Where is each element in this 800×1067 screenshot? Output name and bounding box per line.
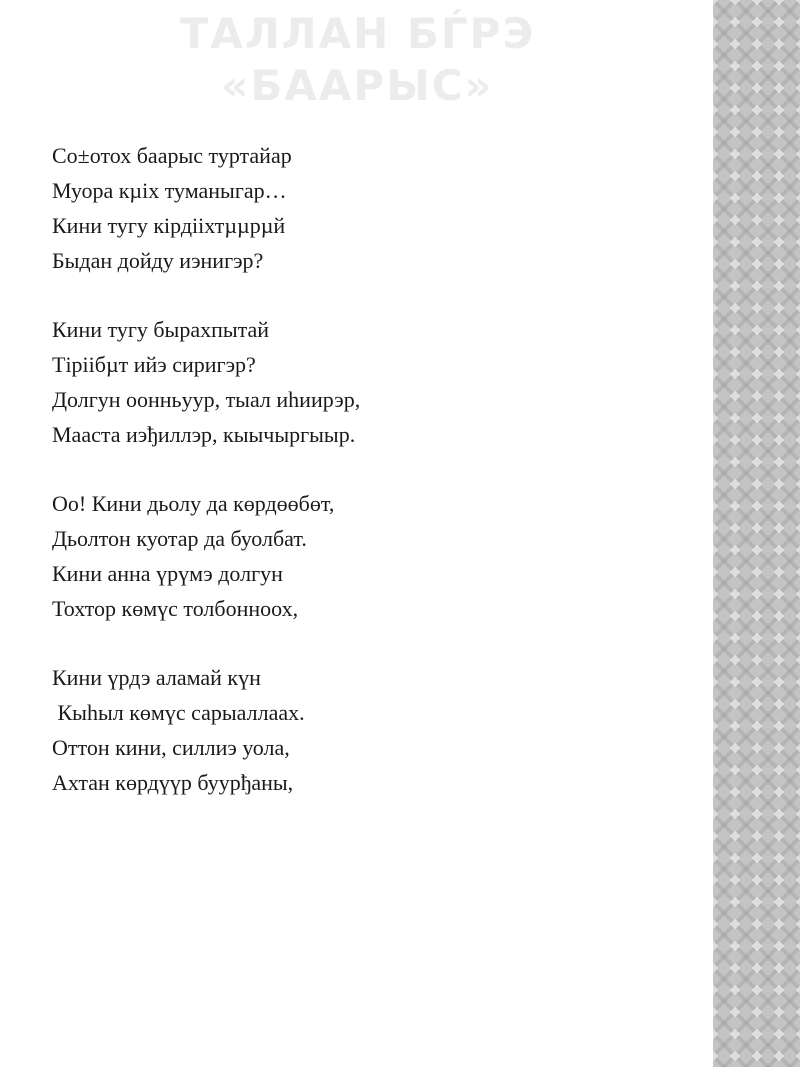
poem-line: Долгун оонньуур, тыал иһиирэр, xyxy=(52,387,361,412)
poem-line: Тохтор көмүс толбонноох, xyxy=(52,596,299,621)
poem-line: Кыһыл көмүс сарыаллаах. xyxy=(52,700,305,725)
poem-line: Со±отох баарыс туртайар xyxy=(52,143,292,168)
poem-line: Ахтан көрдүүр буурђаны, xyxy=(52,770,294,795)
poem-line: Дьолтон куотар да буолбат. xyxy=(52,526,307,551)
title-line-2: «БААРЫС» xyxy=(221,61,494,110)
poem-line: Тіріібµт ийэ сиригэр? xyxy=(52,352,256,377)
poem-line: Оо! Кини дьолу да көрдөөбөт, xyxy=(52,491,335,516)
stanza-1 xyxy=(52,138,692,278)
poem-line: Быдан дойду иэнигэр? xyxy=(52,248,264,273)
page-title xyxy=(0,8,715,112)
decorative-side-pattern xyxy=(713,0,800,1067)
stanza-gap xyxy=(52,452,692,486)
poem-body xyxy=(52,138,692,800)
stanza-gap xyxy=(52,278,692,312)
poem-line: Кини тугу бырахпытай xyxy=(52,317,270,342)
poem-line: Кини тугу кірдііхтµµрµй xyxy=(52,213,286,238)
stanza-3 xyxy=(52,486,692,626)
stanza-gap xyxy=(52,626,692,660)
stanza-2 xyxy=(52,312,692,452)
poem-line: Муора кµіх туманыгар… xyxy=(52,178,287,203)
poem-line: Кини үрдэ аламай күн xyxy=(52,665,261,690)
poem-line: Оттон кини, силлиэ уола, xyxy=(52,735,290,760)
stanza-4 xyxy=(52,660,692,800)
poem-line: Мааста иэђиллэр, кыычыргыыр. xyxy=(52,422,356,447)
poem-line: Кини анна үрүмэ долгун xyxy=(52,561,283,586)
title-line-1: ТАЛЛАН БЃРЭ xyxy=(179,9,536,58)
